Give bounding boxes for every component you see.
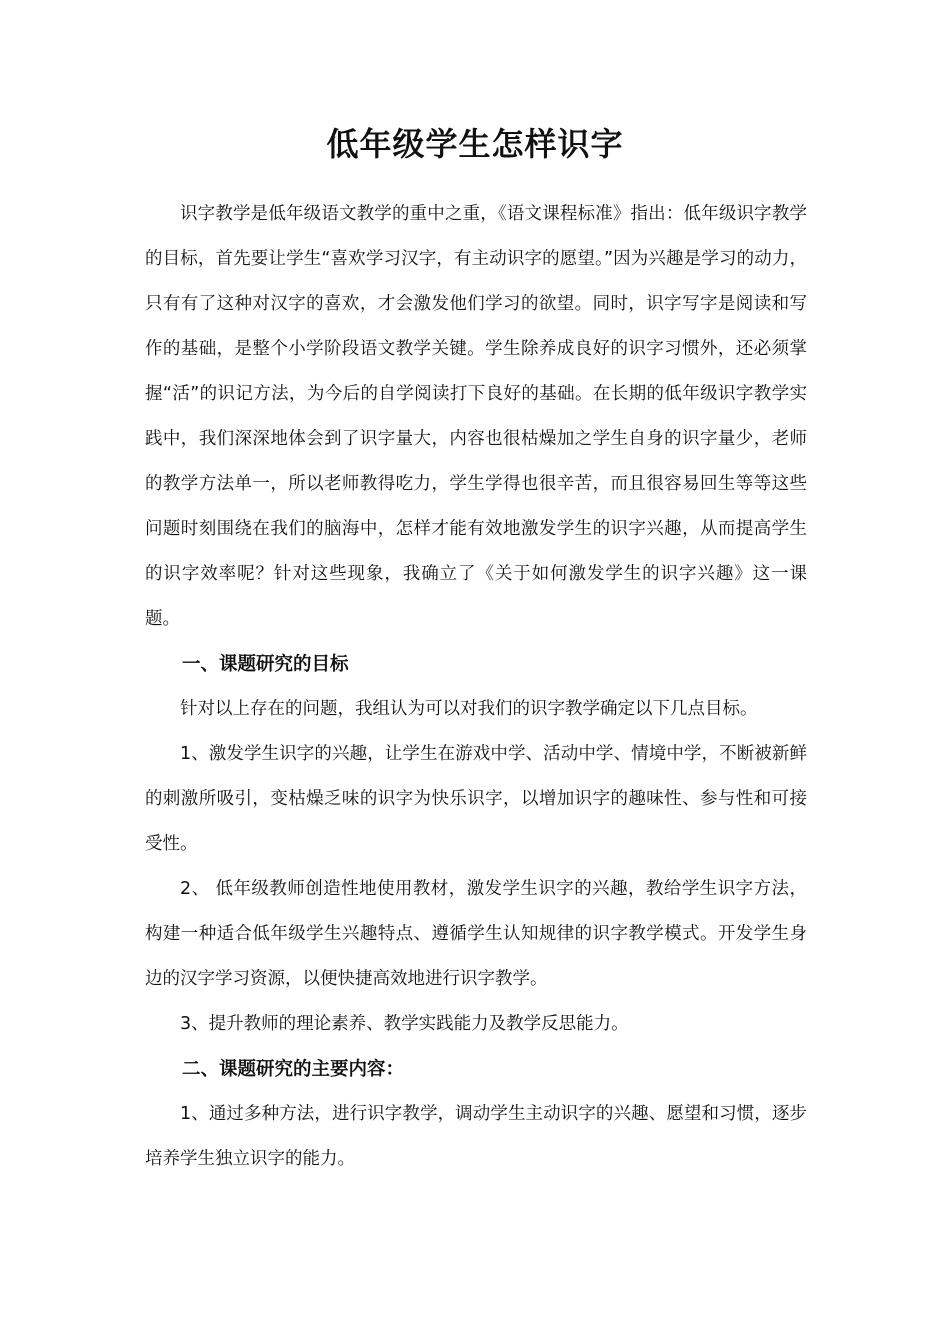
content-item-1: 1、通过多种方法，进行识字教学，调动学生主动识字的兴趣、愿望和习惯，逐步培养学生独立识字的能力。 — [145, 1104, 807, 1169]
section-heading-content: 二、课题研究的主要内容： — [182, 1059, 405, 1080]
goal-item-1: 1、激发学生识字的兴趣，让学生在游戏中学、活动中学、情境中学，不断被新鲜的刺激所吸引，变枯燥乏味的识字为快乐识字，以增加识字的趣味性、参与性和可接受性。 — [145, 744, 807, 854]
section-heading-goals: 一、课题研究的目标 — [182, 654, 349, 675]
goal-item-3: 3、提升教师的理论素养、教学实践能力及教学反思能力。 — [180, 1014, 629, 1034]
document-title: 低年级学生怎样识字 — [326, 125, 624, 163]
intro-paragraph: 识字教学是低年级语文教学的重中之重，《语文课程标准》指出：低年级识字教学的目标，首先要让学生“喜欢学习汉字，有主动识字的愿望。”因为兴趣是学习的动力，只有有了这种对汉字的喜欢，才会激发他们学习的欲望。同时，识字写字是阅读和写作的基础，是整个小学阶段语文教学关键。学生除养成良好的识字习惯外，还必须掌握“活”的识记方法，为今后的自学阅读打下良好的基础。在长期的低年级识字教学实践中，我们深深地体会到了识字量大，内容也很枯燥加之学生自身的识字量少，老师的教学方法单一，所以老师教得吃力，学生学得也很辛苦，而且很容易回生等等这些问题时刻围绕在我们的脑海中，怎样才能有效地激发学生的识字兴趣，从而提高学生的识字效率呢？针对这些现象，我确立了《关于如何激发学生的识字兴趣》这一课题。 — [145, 204, 807, 629]
goals-lead-paragraph: 针对以上存在的问题，我组认为可以对我们的识字教学确定以下几点目标。 — [180, 699, 758, 719]
document-body — [145, 192, 807, 1182]
goal-item-2: 2、 低年级教师创造性地使用教材，激发学生识字的兴趣，教给学生识字方法，构建一种适合低年级学生兴趣特点、遵循学生认知规律的识字教学模式。开发学生身边的汉字学习资源，以便快捷高效地进行识字教学。 — [145, 879, 807, 989]
